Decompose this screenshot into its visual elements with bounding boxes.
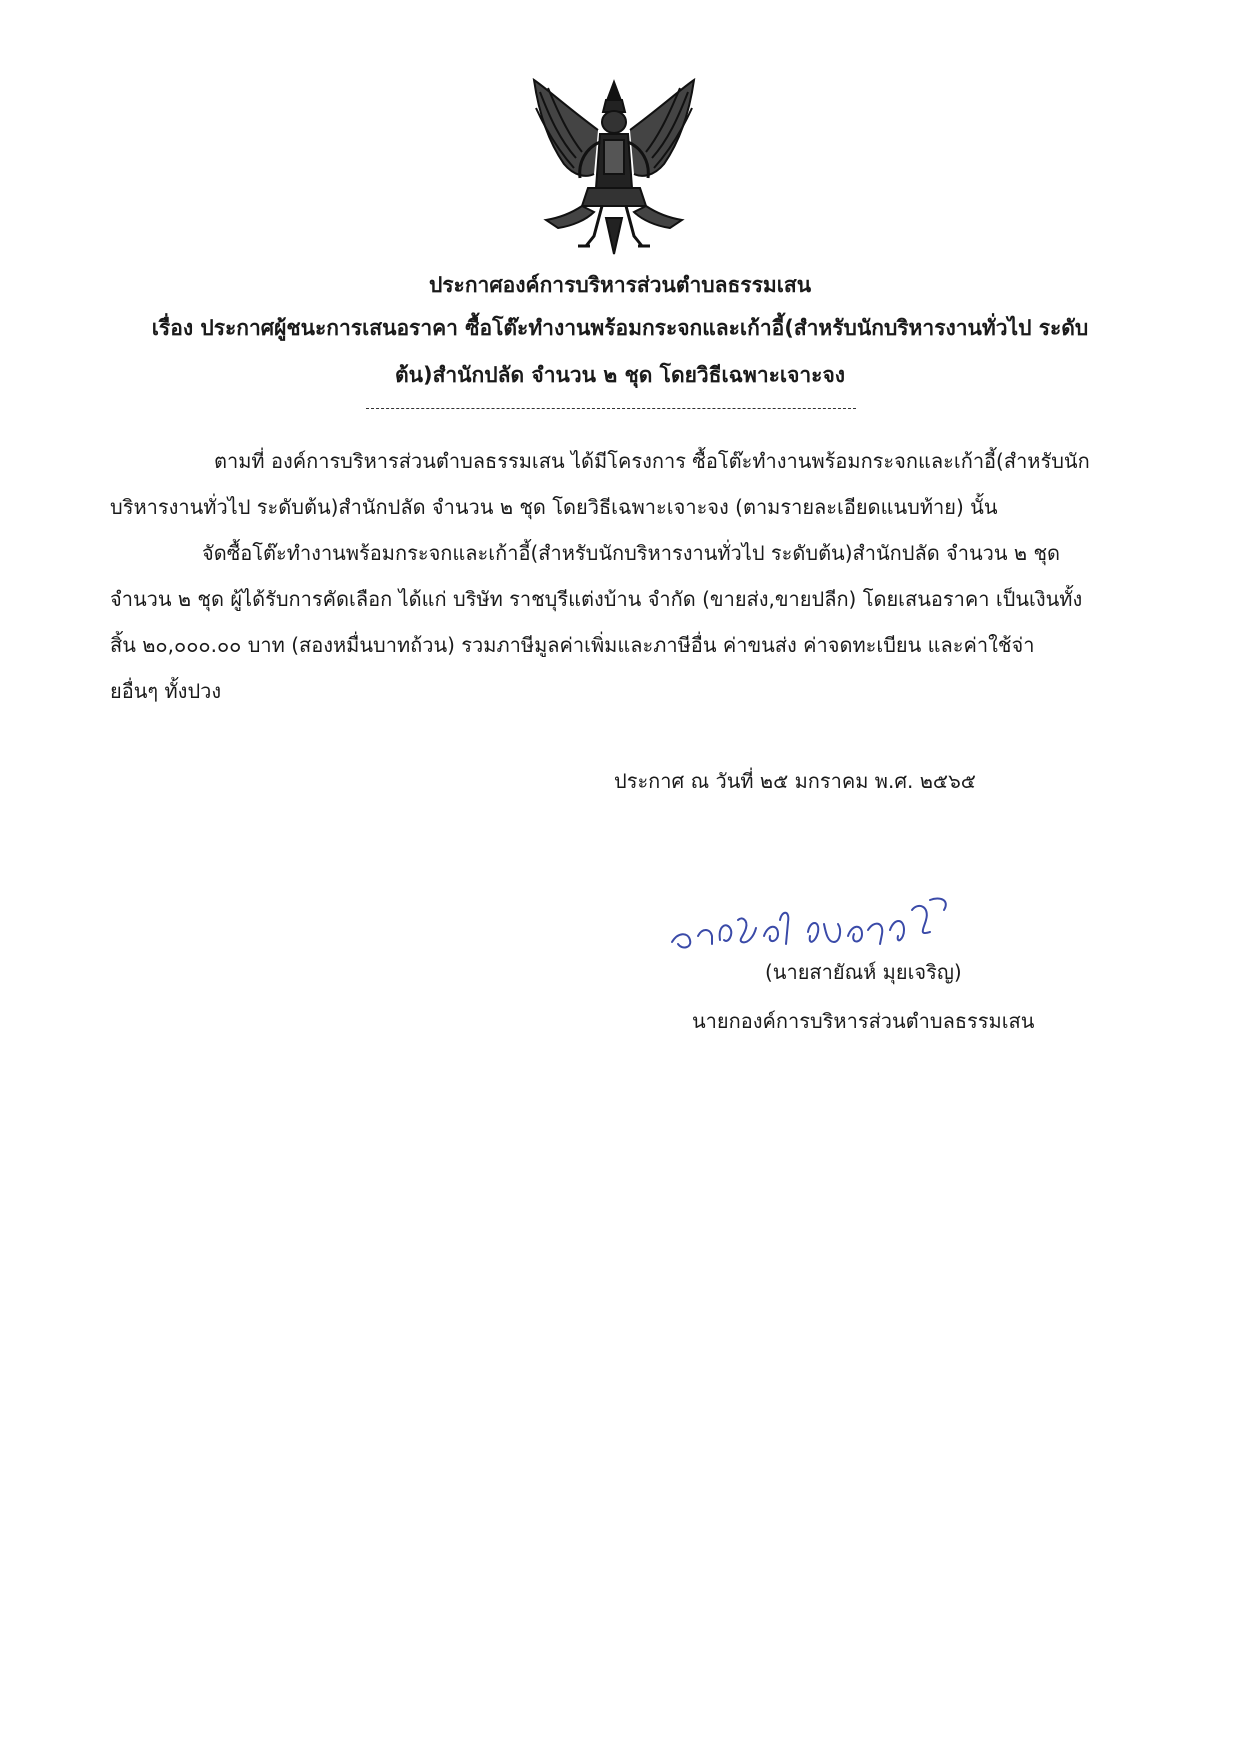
subject-line-2: ต้น)สำนักปลัด จำนวน ๒ ชุด โดยวิธีเฉพาะเจาะจง	[394, 363, 846, 387]
subject-line-1: เรื่อง ประกาศผู้ชนะการเสนอราคา ซื้อโต๊ะทำงานพร้อมกระจกและเก้าอี้(สำหรับนักบริหารงานทั่วไป ระดับ	[151, 316, 1089, 340]
paragraph-2-line-2: จำนวน ๒ ชุด ผู้ได้รับการคัดเลือก ได้แก่ บริษัท ราชบุรีแต่งบ้าน จำกัด (ขายส่ง,ขายปลีก) โดยเสนอราคา เป็นเงินทั้ง	[110, 587, 1083, 611]
paragraph-1-line-1: ตามที่ องค์การบริหารส่วนตำบลธรรมเสน ได้มีโครงการ ซื้อโต๊ะทำงานพร้อมกระจกและเก้าอี้(สำหรับนัก	[214, 449, 1090, 473]
signer-name: (นายสายัณห์ มุยเจริญ)	[765, 960, 962, 984]
dashed-divider	[366, 408, 856, 409]
paragraph-1-line-2: บริหารงานทั่วไป ระดับต้น)สำนักปลัด จำนวน ๒ ชุด โดยวิธีเฉพาะเจาะจง (ตามรายละเอียดแนบท้าย) นั้น	[110, 495, 998, 519]
paragraph-2-line-4: ยอื่นๆ ทั้งปวง	[110, 679, 222, 703]
paragraph-2-line-1: จัดซื้อโต๊ะทำงานพร้อมกระจกและเก้าอี้(สำหรับนักบริหารงานทั่วไป ระดับต้น)สำนักปลัด จำนวน ๒ ชุด	[202, 541, 1061, 565]
announcement-title: ประกาศองค์การบริหารส่วนตำบลธรรมเสน	[428, 273, 812, 297]
signer-position: นายกองค์การบริหารส่วนตำบลธรรมเสน	[692, 1009, 1035, 1033]
garuda-emblem-icon	[528, 78, 700, 258]
announcement-date: ประกาศ ณ วันที่ ๒๕ มกราคม พ.ศ. ๒๕๖๕	[614, 769, 976, 793]
handwritten-signature	[668, 880, 968, 960]
paragraph-2-line-3: สิ้น ๒๐,๐๐๐.๐๐ บาท (สองหมื่นบาทถ้วน) รวมภาษีมูลค่าเพิ่มและภาษีอื่น ค่าขนส่ง ค่าจดทะเบียน และค่าใช้จ่า	[110, 633, 1035, 657]
